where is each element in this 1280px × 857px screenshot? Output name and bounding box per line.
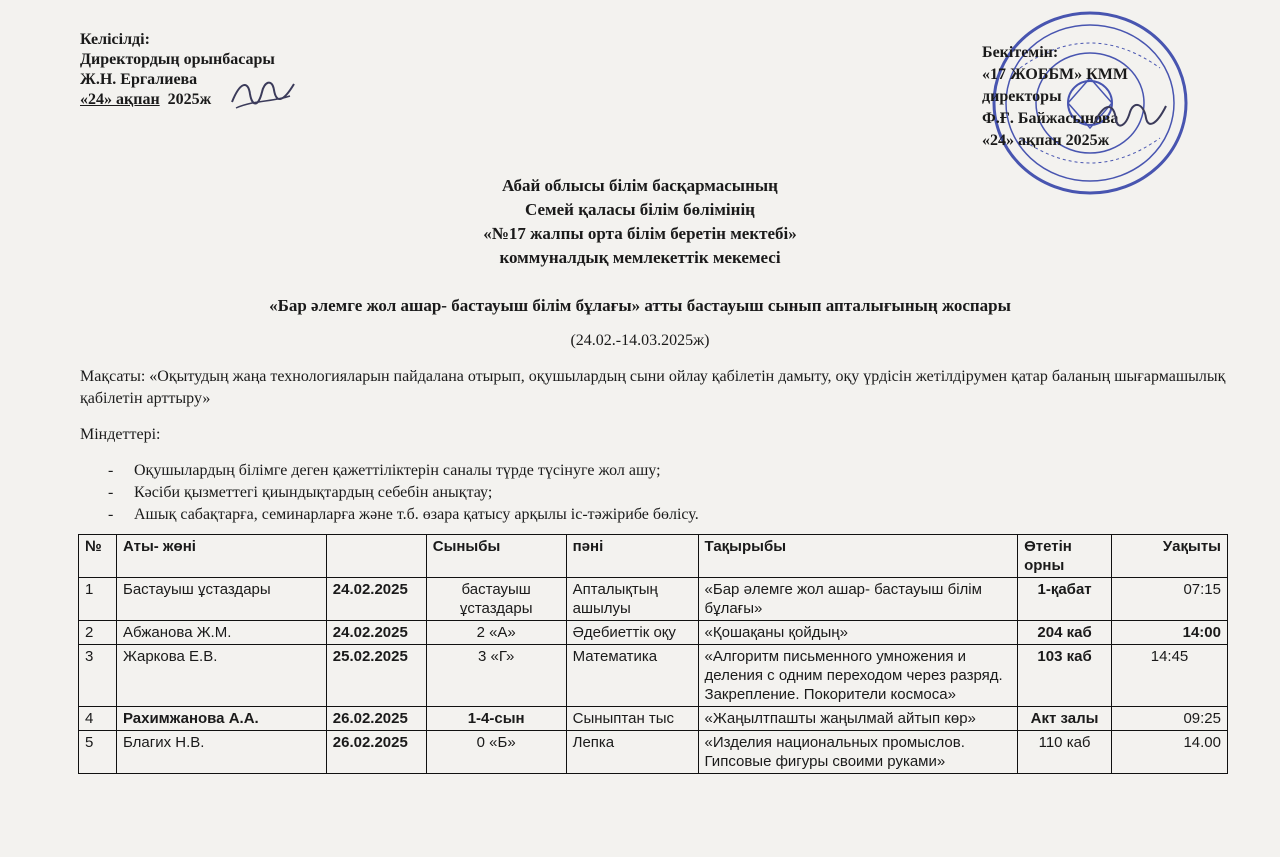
document-date-range: (24.02.-14.03.2025ж) [570,332,710,349]
cell-number: 1 [79,578,117,621]
table-row [79,621,1228,645]
cell-topic: «Бар әлемге жол ашар- бастауыш білім бұлағы» [698,578,1018,621]
approval-left-label: Келісілді: [80,31,150,48]
goal-paragraph: Мақсаты: «Оқытудың жаңа технологияларын пайдалана отырып, оқушылардың сыни ойлау қабілетін дамыту, оқу үрдісін жетілдірумен қатар баланың шығармашылық қабілетін арттыру» [80,368,1226,407]
cell-date: 25.02.2025 [326,645,426,707]
cell-location: 110 каб [1018,731,1112,774]
task-item: - Оқушылардың білімге деген қажеттіліктерін саналы түрде түсінуге жол ашу; [108,460,699,482]
cell-name: Абжанова Ж.М. [116,621,326,645]
cell-name: Жаркова Е.В. [116,645,326,707]
cell-time: 09:25 [1112,707,1228,731]
heading-line-3: «№17 жалпы орта білім беретін мектебі» [483,224,797,243]
cell-time: 07:15 [1112,578,1228,621]
document-heading [0,174,1280,270]
task-item: - Кәсіби қызметтегі қиындықтардың себебін анықтау; [108,482,699,504]
cell-class: бастауыш ұстаздары [426,578,566,621]
cell-date: 26.02.2025 [326,731,426,774]
cell-location: Акт залы [1018,707,1112,731]
task-item: - Ашық сабақтарға, семинарларға және т.б. өзара қатысу арқылы іс-тәжірибе бөлісу. [108,504,699,526]
header-subject: пәні [566,535,698,578]
table-row [79,731,1228,774]
cell-topic: «Изделия национальных промыслов. Гипсовые фигуры своими руками» [698,731,1018,774]
document-title: «Бар әлемге жол ашар- бастауыш білім бұлағы» атты бастауыш сынып апталығының жоспары [269,296,1011,315]
cell-number: 5 [79,731,117,774]
approval-right-name: Ф.Ғ. Байжасынова [982,110,1119,127]
heading-line-2: Семей қаласы білім бөлімінің [525,200,755,219]
heading-line-4: коммуналдық мемлекеттік мекемесі [499,248,781,267]
cell-topic: «Алгоритм письменного умножения и деления с одним переходом через разряд. Закрепление. Покорители космоса» [698,645,1018,707]
cell-topic: «Жаңылтпашты жаңылмай айтып көр» [698,707,1018,731]
approval-right-position: директоры [982,88,1062,105]
cell-time: 14:45 [1112,645,1228,707]
approval-left-name: Ж.Н. Ергалиева [80,71,198,88]
cell-class: 1-4-сын [426,707,566,731]
cell-date: 26.02.2025 [326,707,426,731]
approval-right-label: Бекітемін: [982,44,1059,61]
cell-location: 1-қабат [1018,578,1112,621]
cell-name: Рахимжанова А.А. [116,707,326,731]
cell-location: 103 каб [1018,645,1112,707]
cell-class: 3 «Г» [426,645,566,707]
cell-subject: Әдебиеттік оқу [566,621,698,645]
table-row [79,645,1228,707]
header-number: № [79,535,117,578]
cell-number: 4 [79,707,117,731]
approval-right-org: «17 ЖОББМ» КММ [982,66,1128,83]
schedule-table [78,534,1228,774]
cell-class: 2 «А» [426,621,566,645]
table-header-row [79,535,1228,578]
cell-subject: Математика [566,645,698,707]
cell-number: 3 [79,645,117,707]
header-time: Уақыты [1112,535,1228,578]
cell-location: 204 каб [1018,621,1112,645]
cell-name: Благих Н.В. [116,731,326,774]
cell-time: 14.00 [1112,731,1228,774]
cell-name: Бастауыш ұстаздары [116,578,326,621]
tasks-list [108,460,699,526]
cell-subject: Сыныптан тыс [566,707,698,731]
tasks-label: Міндеттері: [80,426,161,443]
heading-line-1: Абай облысы білім басқармасының [502,176,778,195]
cell-date: 24.02.2025 [326,621,426,645]
approval-left-date-day: «24» ақпан [80,91,160,108]
signature-right-icon [1090,96,1170,136]
cell-subject: Лепка [566,731,698,774]
cell-class: 0 «Б» [426,731,566,774]
approval-left-date-year: 2025ж [167,91,212,108]
header-topic: Тақырыбы [698,535,1018,578]
header-class: Сыныбы [426,535,566,578]
table-row [79,707,1228,731]
cell-topic: «Қошақаны қойдың» [698,621,1018,645]
approval-right-date: «24» ақпан 2025ж [982,132,1110,149]
header-date [326,535,426,578]
header-location: Өтетін орны [1018,535,1112,578]
approval-left-position: Директордың орынбасары [80,51,275,68]
signature-left-icon [228,72,298,116]
cell-subject: Апталықтың ашылуы [566,578,698,621]
cell-number: 2 [79,621,117,645]
cell-date: 24.02.2025 [326,578,426,621]
cell-time: 14:00 [1112,621,1228,645]
table-row [79,578,1228,621]
header-name: Аты- жөні [116,535,326,578]
